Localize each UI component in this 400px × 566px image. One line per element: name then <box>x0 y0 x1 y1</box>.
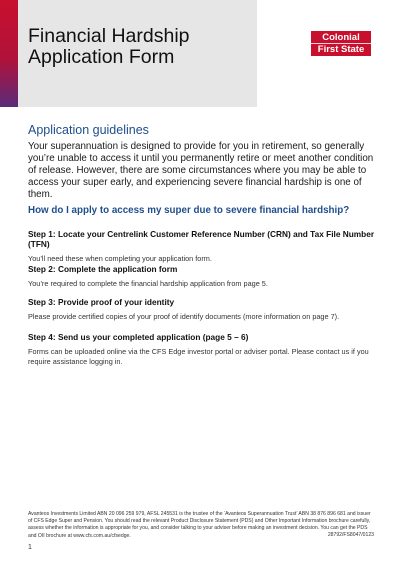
document-title-line-1: Financial Hardship <box>28 25 190 47</box>
document-title <box>28 26 190 68</box>
logo-line-2: First State <box>317 44 365 55</box>
step-3 <box>28 297 380 322</box>
colonial-first-state-logo <box>311 31 371 56</box>
logo-line-1: Colonial <box>311 31 371 44</box>
step-1 <box>28 229 380 264</box>
brand-accent-bar <box>0 0 18 107</box>
step-text: Forms can be uploaded online via the CFS Edge investor portal or adviser portal. Please contact us if you require assistance logging in. <box>28 347 369 366</box>
page-number: 1 <box>28 544 32 551</box>
document-title-line-2: Application Form <box>28 46 175 68</box>
step-title: Step 1: Locate your Centrelink Customer Reference Number (CRN) and Tax File Number (TFN) <box>28 229 375 249</box>
step-2 <box>28 264 380 289</box>
step-title: Step 2: Complete the application form <box>28 264 178 274</box>
step-text: Please provide certified copies of your proof of identify documents (more information on page 7). <box>28 312 340 321</box>
document-code: 28792/FS8047/0123 <box>327 532 374 538</box>
step-title: Step 4: Send us your completed application (page 5 – 6) <box>28 332 249 342</box>
step-4 <box>28 332 380 366</box>
question-heading: How do I apply to access my super due to severe financial hardship? <box>28 205 350 216</box>
step-text: You’re required to complete the financial hardship application from page 5. <box>28 279 268 288</box>
intro-paragraph: Your superannuation is designed to provide for you in retirement, so generally you’re unable to access it until you permanently retire or meet another condition of release. However, there are some circumstances where you may be able to access your super early, and experiencing severe financial hardship is one of them. <box>28 141 374 200</box>
section-heading: Application guidelines <box>28 123 149 137</box>
step-title: Step 3: Provide proof of your identity <box>28 297 175 307</box>
footer-legal-text: Avanteos Investments Limited ABN 20 096 259 979, AFSL 245531 is the trustee of the ‘Avanteos Superannuation Trust’ ABN 38 876 896 681 and issuer of CFS Edge Super and Pension. You should read the relevant Product Disclosure Statement (PDS) and Other Important Information brochure carefully, assess whether the information is appropriate for you, and consider talking to your adviser before making an investment decision. You can get the PDS and OII brochure at www.cfs.com.au/cfsedge. <box>28 511 371 539</box>
step-text: You’ll need these when completing your application form. <box>28 254 212 263</box>
